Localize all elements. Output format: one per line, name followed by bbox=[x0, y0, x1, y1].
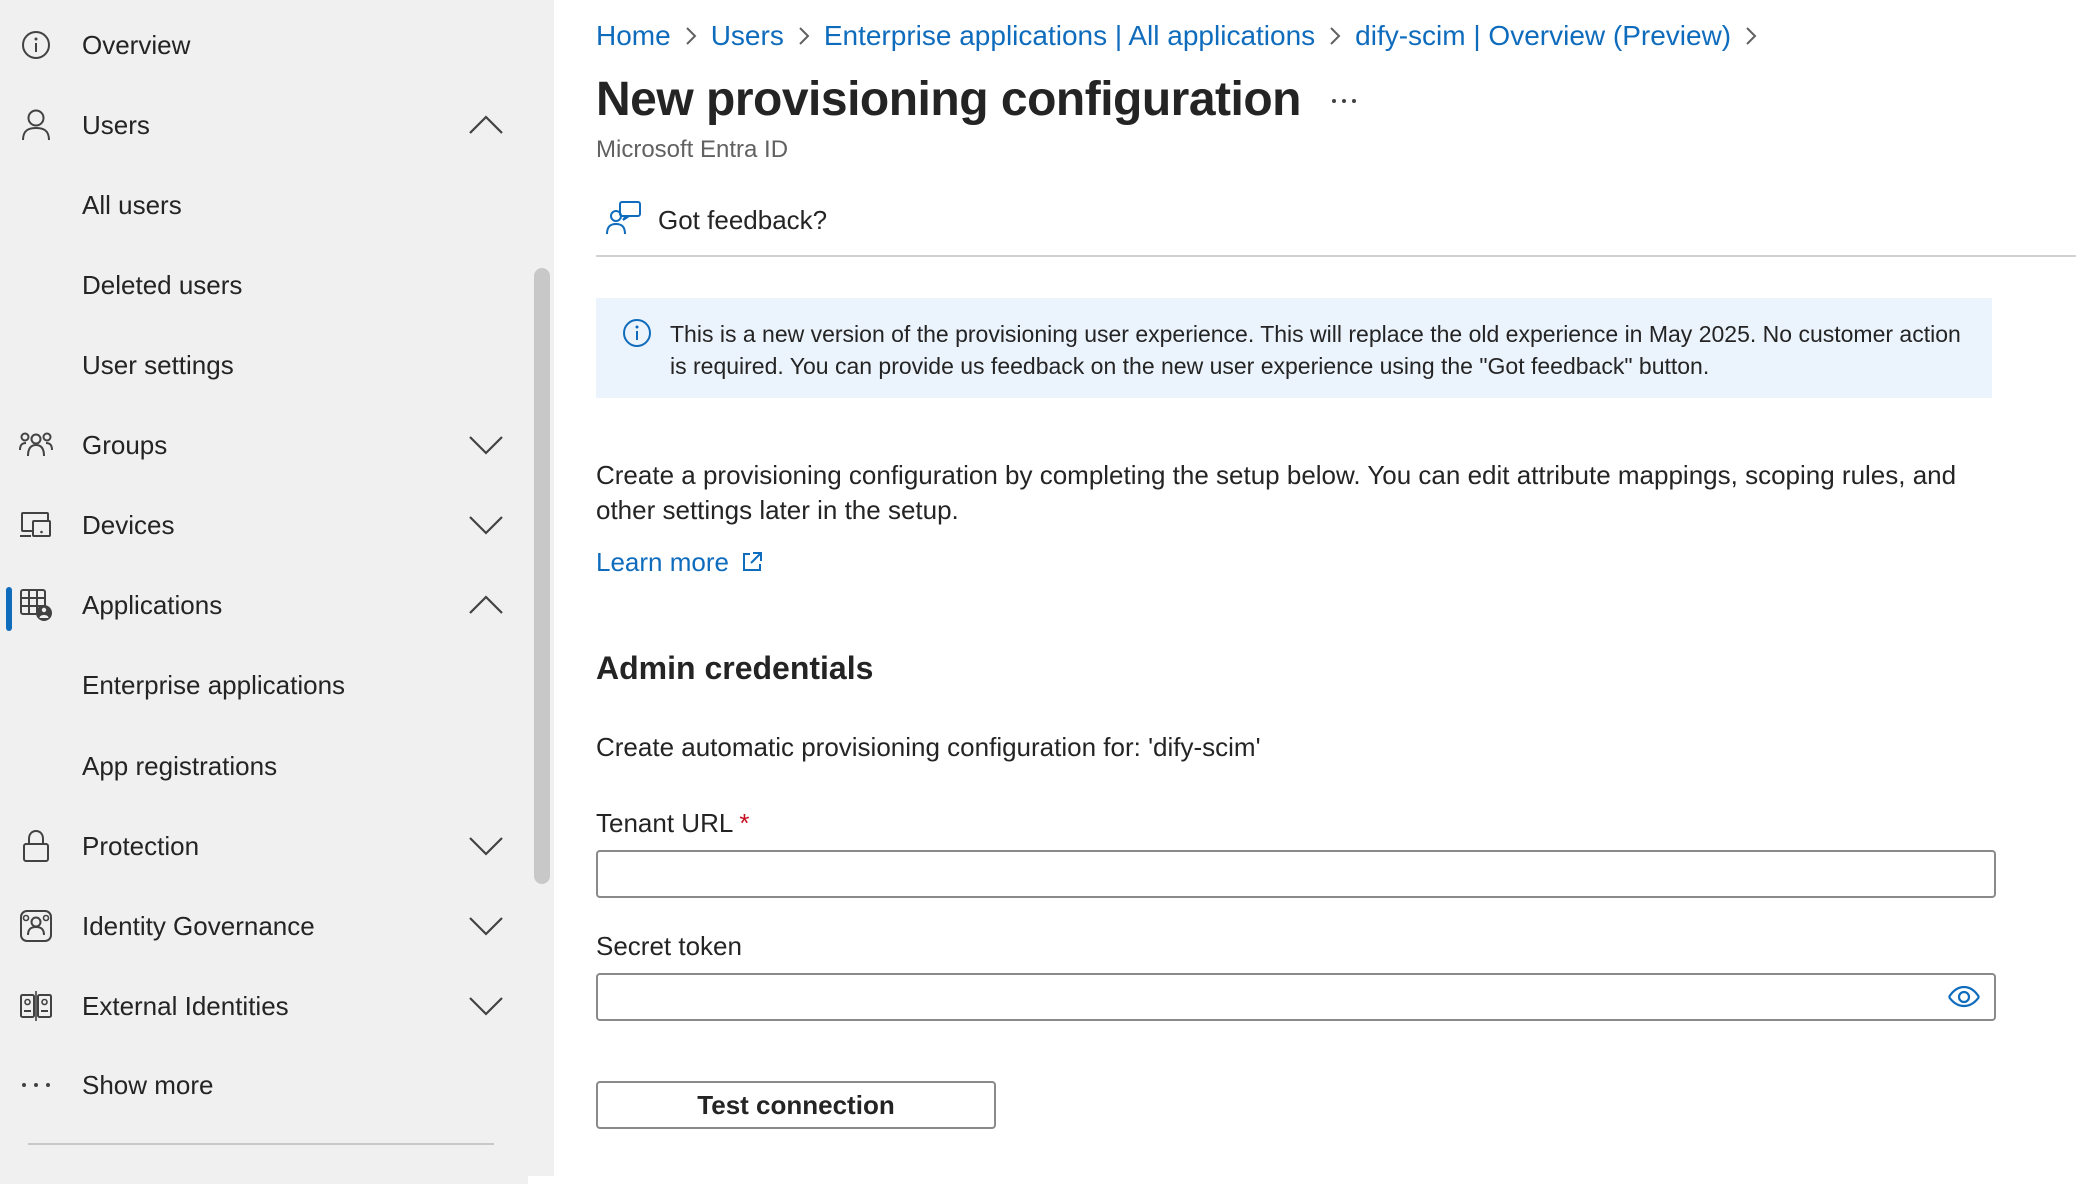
devices-icon bbox=[18, 507, 54, 543]
chevron-right-icon bbox=[1731, 22, 1771, 50]
secret-token-input[interactable] bbox=[596, 973, 1996, 1021]
main-content bbox=[596, 0, 2076, 1184]
breadcrumb-enterprise-applications[interactable]: Enterprise applications | All applications bbox=[823, 20, 1316, 51]
sidebar-item-label: Protection bbox=[82, 830, 200, 861]
chevron-up-icon[interactable] bbox=[468, 593, 504, 617]
admin-credentials-heading: Admin credentials bbox=[596, 650, 874, 686]
tenant-url-label-text: Tenant URL bbox=[596, 808, 734, 838]
sidebar-item-label: User settings bbox=[82, 349, 234, 380]
learn-more-label: Learn more bbox=[596, 546, 729, 577]
external-link-icon bbox=[741, 551, 763, 573]
sidebar-item-label: Overview bbox=[82, 29, 191, 60]
chevron-down-icon[interactable] bbox=[468, 513, 504, 537]
sidebar-item-external-identities[interactable] bbox=[0, 966, 520, 1046]
sidebar-item-overview[interactable] bbox=[0, 5, 520, 85]
sidebar-item-label: Deleted users bbox=[82, 269, 243, 300]
sidebar-item-label: Devices bbox=[82, 509, 175, 540]
person-icon bbox=[18, 107, 54, 143]
chevron-down-icon[interactable] bbox=[468, 994, 504, 1018]
sidebar-gap bbox=[554, 0, 562, 1184]
more-horizontal-icon bbox=[18, 1067, 54, 1103]
sidebar-item-label: Enterprise applications bbox=[82, 669, 346, 700]
external-identities-icon bbox=[18, 988, 54, 1024]
breadcrumb bbox=[596, 16, 1771, 56]
sidebar-item-label: Identity Governance bbox=[82, 910, 315, 941]
sidebar-item-identity-governance[interactable] bbox=[0, 886, 520, 966]
sidebar bbox=[0, 0, 528, 1184]
sidebar-item-users[interactable] bbox=[0, 85, 520, 165]
sidebar-item-label: App registrations bbox=[82, 750, 278, 781]
page-title: New provisioning configuration bbox=[596, 73, 1301, 126]
lock-icon bbox=[18, 828, 54, 864]
chevron-right-icon bbox=[671, 22, 711, 50]
sidebar-item-label: All users bbox=[82, 189, 182, 220]
info-icon bbox=[622, 318, 652, 348]
toolbar-divider bbox=[596, 255, 2076, 257]
create-config-text: Create automatic provisioning configuration for: 'dify-scim' bbox=[596, 732, 1261, 762]
secret-token-label: Secret token bbox=[596, 931, 742, 961]
sidebar-item-applications[interactable] bbox=[0, 565, 520, 645]
sidebar-item-label: Users bbox=[82, 109, 150, 140]
chevron-right-icon bbox=[784, 22, 824, 50]
chevron-down-icon[interactable] bbox=[468, 433, 504, 457]
intro-text: Create a provisioning configuration by completing the setup below. You can edit attribute mappings, scoping rules, and other settings later in the setup. bbox=[596, 460, 1957, 525]
sidebar-item-groups[interactable] bbox=[0, 405, 520, 485]
tenant-url-label bbox=[596, 808, 749, 839]
chevron-down-icon[interactable] bbox=[468, 834, 504, 858]
breadcrumb-users[interactable]: Users bbox=[710, 20, 784, 51]
chevron-down-icon[interactable] bbox=[468, 914, 504, 938]
sidebar-scrollbar-thumb[interactable] bbox=[534, 268, 550, 884]
sidebar-item-deleted-users[interactable] bbox=[0, 245, 520, 325]
governance-icon bbox=[18, 908, 54, 944]
sidebar-item-label: Show more bbox=[82, 1069, 214, 1100]
people-icon bbox=[18, 427, 54, 463]
chevron-up-icon[interactable] bbox=[468, 113, 504, 137]
chevron-right-icon bbox=[1315, 22, 1355, 50]
sidebar-item-app-registrations[interactable] bbox=[0, 726, 520, 806]
page-subtitle: Microsoft Entra ID bbox=[596, 136, 789, 163]
breadcrumb-home[interactable]: Home bbox=[596, 20, 671, 51]
more-options-button[interactable] bbox=[1322, 86, 1366, 116]
sidebar-item-devices[interactable] bbox=[0, 485, 520, 565]
sidebar-item-show-more[interactable] bbox=[0, 1045, 520, 1125]
sidebar-item-protection[interactable] bbox=[0, 806, 520, 886]
learn-more-link[interactable] bbox=[596, 542, 763, 582]
feedback-label: Got feedback? bbox=[658, 204, 828, 235]
tenant-url-input[interactable] bbox=[596, 850, 1996, 898]
info-banner bbox=[596, 298, 1992, 398]
sidebar-item-enterprise-applications[interactable] bbox=[0, 645, 520, 725]
breadcrumb-app-overview[interactable]: dify-scim | Overview (Preview) bbox=[1355, 20, 1732, 51]
feedback-icon bbox=[606, 200, 642, 241]
sidebar-item-all-users[interactable] bbox=[0, 165, 520, 245]
sidebar-item-label: Applications bbox=[82, 589, 223, 620]
test-connection-button[interactable]: Test connection bbox=[596, 1081, 996, 1129]
feedback-button[interactable] bbox=[606, 198, 827, 242]
sidebar-item-user-settings[interactable] bbox=[0, 325, 520, 405]
required-marker: * bbox=[739, 808, 750, 838]
show-password-eye-icon[interactable] bbox=[1944, 977, 1984, 1017]
apps-icon bbox=[18, 587, 54, 623]
info-banner-text: This is a new version of the provisioning user experience. This will replace the old experience in May 2025. No customer action is required. You can provide us feedback on the new user experience using the "Got feedback" button. bbox=[670, 321, 1961, 379]
info-icon bbox=[18, 27, 54, 63]
sidebar-item-label: Groups bbox=[82, 429, 168, 460]
sidebar-item-label: External Identities bbox=[82, 990, 289, 1021]
sidebar-divider bbox=[28, 1143, 494, 1145]
